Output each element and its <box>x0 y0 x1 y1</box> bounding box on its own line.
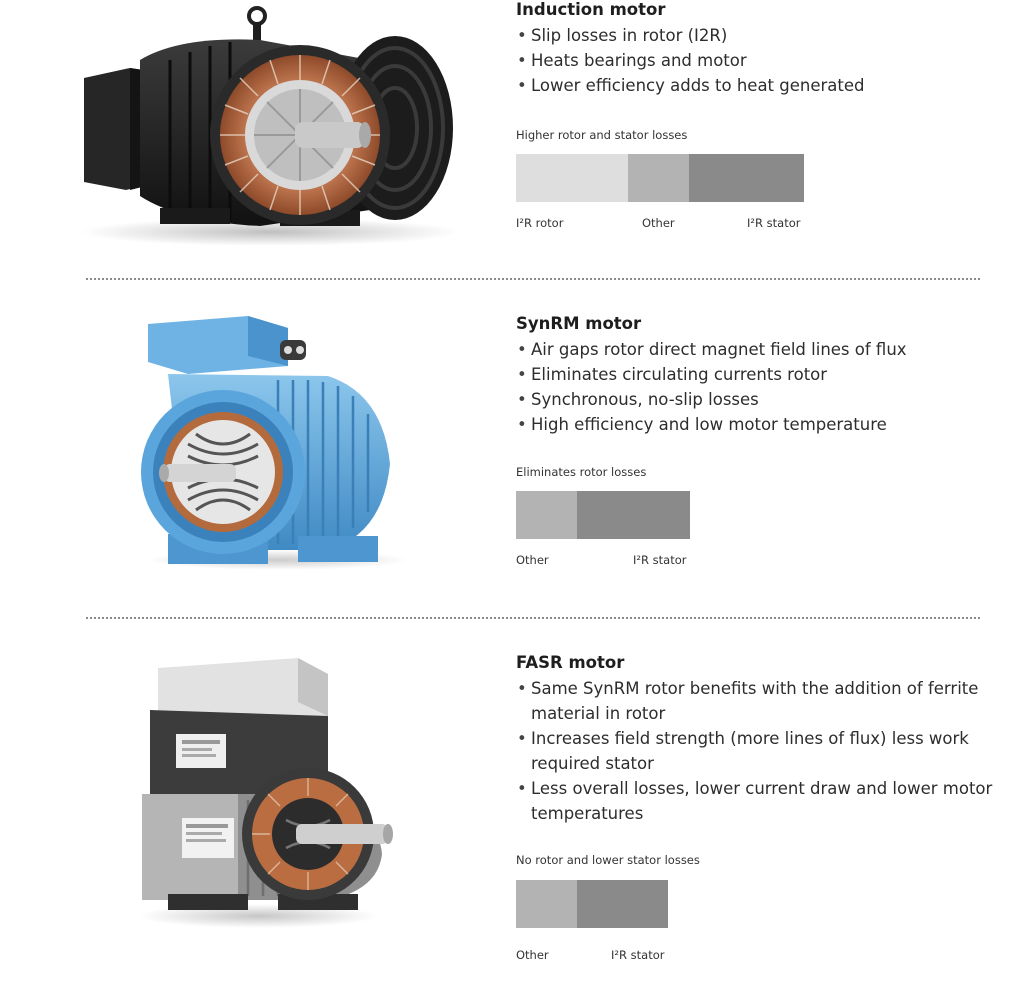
loss-label-other: Other <box>516 948 549 962</box>
loss-bar <box>516 154 804 202</box>
section-fasr-motor <box>0 618 1024 1003</box>
loss-label-stator: I²R stator <box>611 948 665 962</box>
loss-bar <box>516 491 690 539</box>
bullet-item: • Eliminates circulating currents rotor <box>516 362 907 387</box>
bullet-item: • Slip losses in rotor (I2R) <box>516 23 865 48</box>
section-title: Induction motor <box>516 0 666 19</box>
induction-motor-icon <box>70 0 470 250</box>
loss-segment-other <box>628 154 688 202</box>
loss-label-rotor: I²R rotor <box>516 216 564 230</box>
loss-label-stator: I²R stator <box>633 553 687 567</box>
section-synrm-motor <box>0 280 1024 618</box>
bullet-list <box>516 23 865 98</box>
loss-segment-stator <box>689 154 804 202</box>
loss-bar-title: No rotor and lower stator losses <box>516 853 700 867</box>
loss-segment-other <box>516 880 577 928</box>
bullet-item: • High efficiency and low motor temperature <box>516 412 907 437</box>
section-title: FASR motor <box>516 653 625 672</box>
loss-bar-title: Higher rotor and stator losses <box>516 128 688 142</box>
loss-label-other: Other <box>516 553 549 567</box>
bullet-list <box>516 676 996 826</box>
loss-label-stator: I²R stator <box>747 216 801 230</box>
bullet-list <box>516 337 907 437</box>
loss-bar-title: Eliminates rotor losses <box>516 465 647 479</box>
section-title: SynRM motor <box>516 314 642 333</box>
loss-segment-stator <box>577 880 668 928</box>
bullet-item: • Synchronous, no-slip losses <box>516 387 907 412</box>
loss-bar <box>516 880 668 928</box>
fasr-motor-icon <box>128 654 418 944</box>
loss-segment-stator <box>577 491 690 539</box>
synrm-motor-icon <box>128 314 408 574</box>
loss-label-other: Other <box>642 216 675 230</box>
bullet-item: • Lower efficiency adds to heat generated <box>516 73 865 98</box>
synrm-text-block <box>516 314 907 437</box>
loss-segment-rotor <box>516 154 628 202</box>
bullet-item: • Heats bearings and motor <box>516 48 865 73</box>
bullet-item: • Less overall losses, lower current draw and lower motor temperatures <box>516 776 996 826</box>
fasr-text-block <box>516 653 996 826</box>
section-induction-motor <box>0 0 1024 280</box>
loss-segment-other <box>516 491 577 539</box>
bullet-item: • Same SynRM rotor benefits with the addition of ferrite material in rotor <box>516 676 996 726</box>
bullet-item: • Increases field strength (more lines of flux) less work required stator <box>516 726 996 776</box>
bullet-item: • Air gaps rotor direct magnet field lines of flux <box>516 337 907 362</box>
induction-text-block <box>516 0 865 98</box>
